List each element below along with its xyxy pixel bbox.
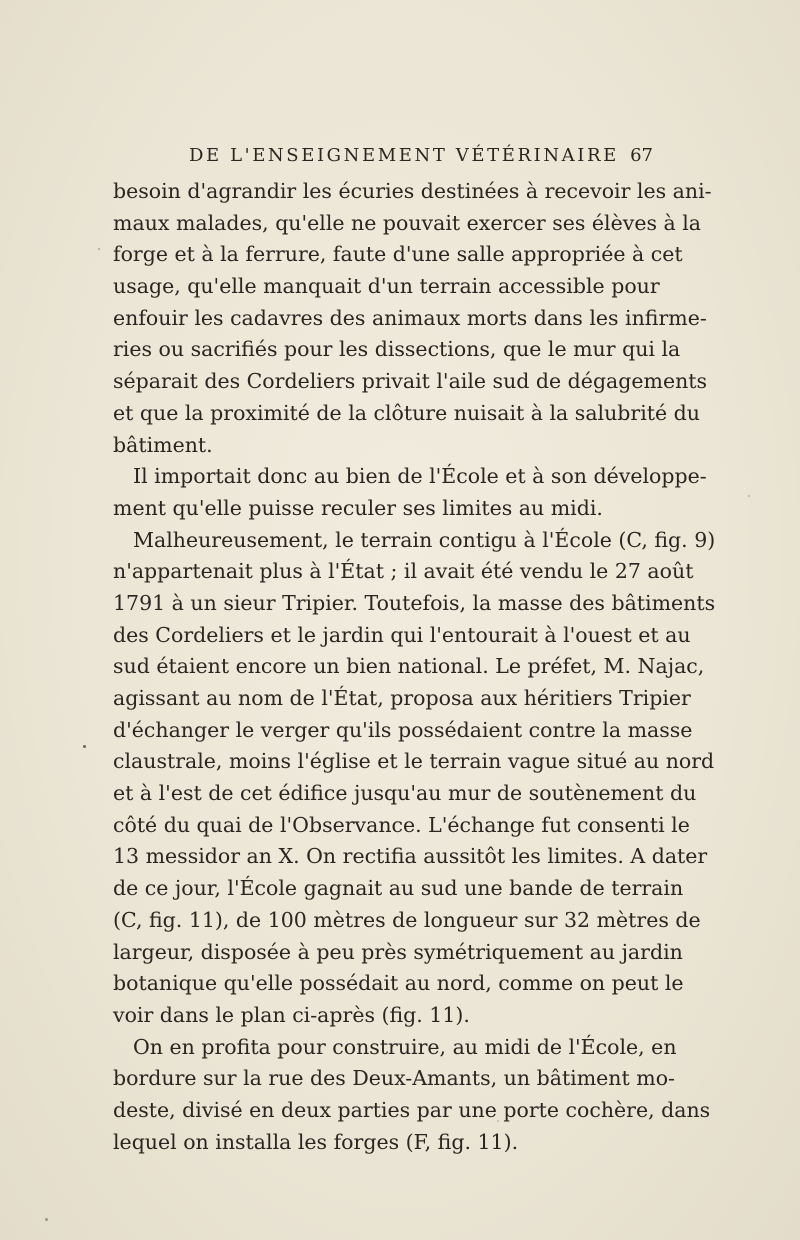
text-line: des Cordeliers et le jardin qui l'entourait à l'ouest et au xyxy=(113,622,691,647)
text-line: (C, fig. 11), de 100 mètres de longueur sur 32 mètres de xyxy=(113,907,701,932)
text-line: bordure sur la rue des Deux-Amants, un bâtiment mo- xyxy=(113,1066,675,1091)
paper-speck xyxy=(98,248,100,250)
text-line: sud étaient encore un bien national. Le préfet, M. Najac, xyxy=(113,654,705,679)
text-line: côté du quai de l'Observance. L'échange fut consenti le xyxy=(113,812,690,837)
text-line: bâtiment. xyxy=(113,432,213,457)
text-line: Il importait donc au bien de l'École et à son développe- xyxy=(133,464,707,489)
paper-speck xyxy=(748,495,750,497)
text-line: lequel on installa les forges (F, fig. 11). xyxy=(113,1129,519,1154)
page-number: 67 xyxy=(630,145,653,166)
text-line: forge et à la ferrure, faute d'une salle appropriée à cet xyxy=(113,242,683,267)
text-line: 13 messidor an X. On rectifia aussitôt les limites. A dater xyxy=(113,844,708,869)
text-line: claustrale, moins l'église et le terrain vague situé au nord xyxy=(113,749,715,774)
text-line: d'échanger le verger qu'ils possédaient contre la masse xyxy=(113,717,693,742)
text-line: de ce jour, l'École gagnait au sud une bande de terrain xyxy=(113,876,684,901)
text-line: largeur, disposée à peu près symétriquement au jardin xyxy=(113,939,683,964)
text-line: usage, qu'elle manquait d'un terrain accessible pour xyxy=(113,274,660,299)
text-line: On en profita pour construire, au midi de l'École, en xyxy=(133,1034,677,1059)
page-header xyxy=(113,143,653,169)
text-line: 1791 à un sieur Tripier. Toutefois, la masse des bâtiments xyxy=(113,590,716,615)
paper-speck xyxy=(497,1120,499,1122)
text-line: et à l'est de cet édifice jusqu'au mur de soutènement du xyxy=(113,781,697,806)
text-line: besoin d'agrandir les écuries destinées à recevoir les ani- xyxy=(113,179,712,203)
text-line: Malheureusement, le terrain contigu à l'École (C, fig. 9) xyxy=(133,527,716,552)
text-line: et que la proximité de la clôture nuisait à la salubrité du xyxy=(113,400,700,425)
text-line: ries ou sacrifiés pour les dissections, que le mur qui la xyxy=(113,337,681,362)
running-head: DE L'ENSEIGNEMENT VÉTÉRINAIRE xyxy=(189,145,619,166)
text-line: n'appartenait plus à l'État ; il avait été vendu le 27 août xyxy=(113,559,694,584)
text-line: botanique qu'elle possédait au nord, comme on peut le xyxy=(113,971,684,996)
paper-speck xyxy=(83,745,86,748)
text-line: deste, divisé en deux parties par une porte cochère, dans xyxy=(113,1097,711,1122)
paper-speck xyxy=(45,1218,48,1221)
text-line: agissant au nom de l'État, proposa aux héritiers Tripier xyxy=(113,686,691,710)
body-text xyxy=(113,176,716,1158)
text-line: enfouir les cadavres des animaux morts dans les infirme- xyxy=(113,305,707,330)
text-line: maux malades, qu'elle ne pouvait exercer ses élèves à la xyxy=(113,210,702,235)
text-line: séparait des Cordeliers privait l'aile sud de dégagements xyxy=(113,369,708,394)
text-line: voir dans le plan ci-après (fig. 11). xyxy=(113,1002,470,1027)
text-line: ment qu'elle puisse reculer ses limites au midi. xyxy=(113,495,603,520)
